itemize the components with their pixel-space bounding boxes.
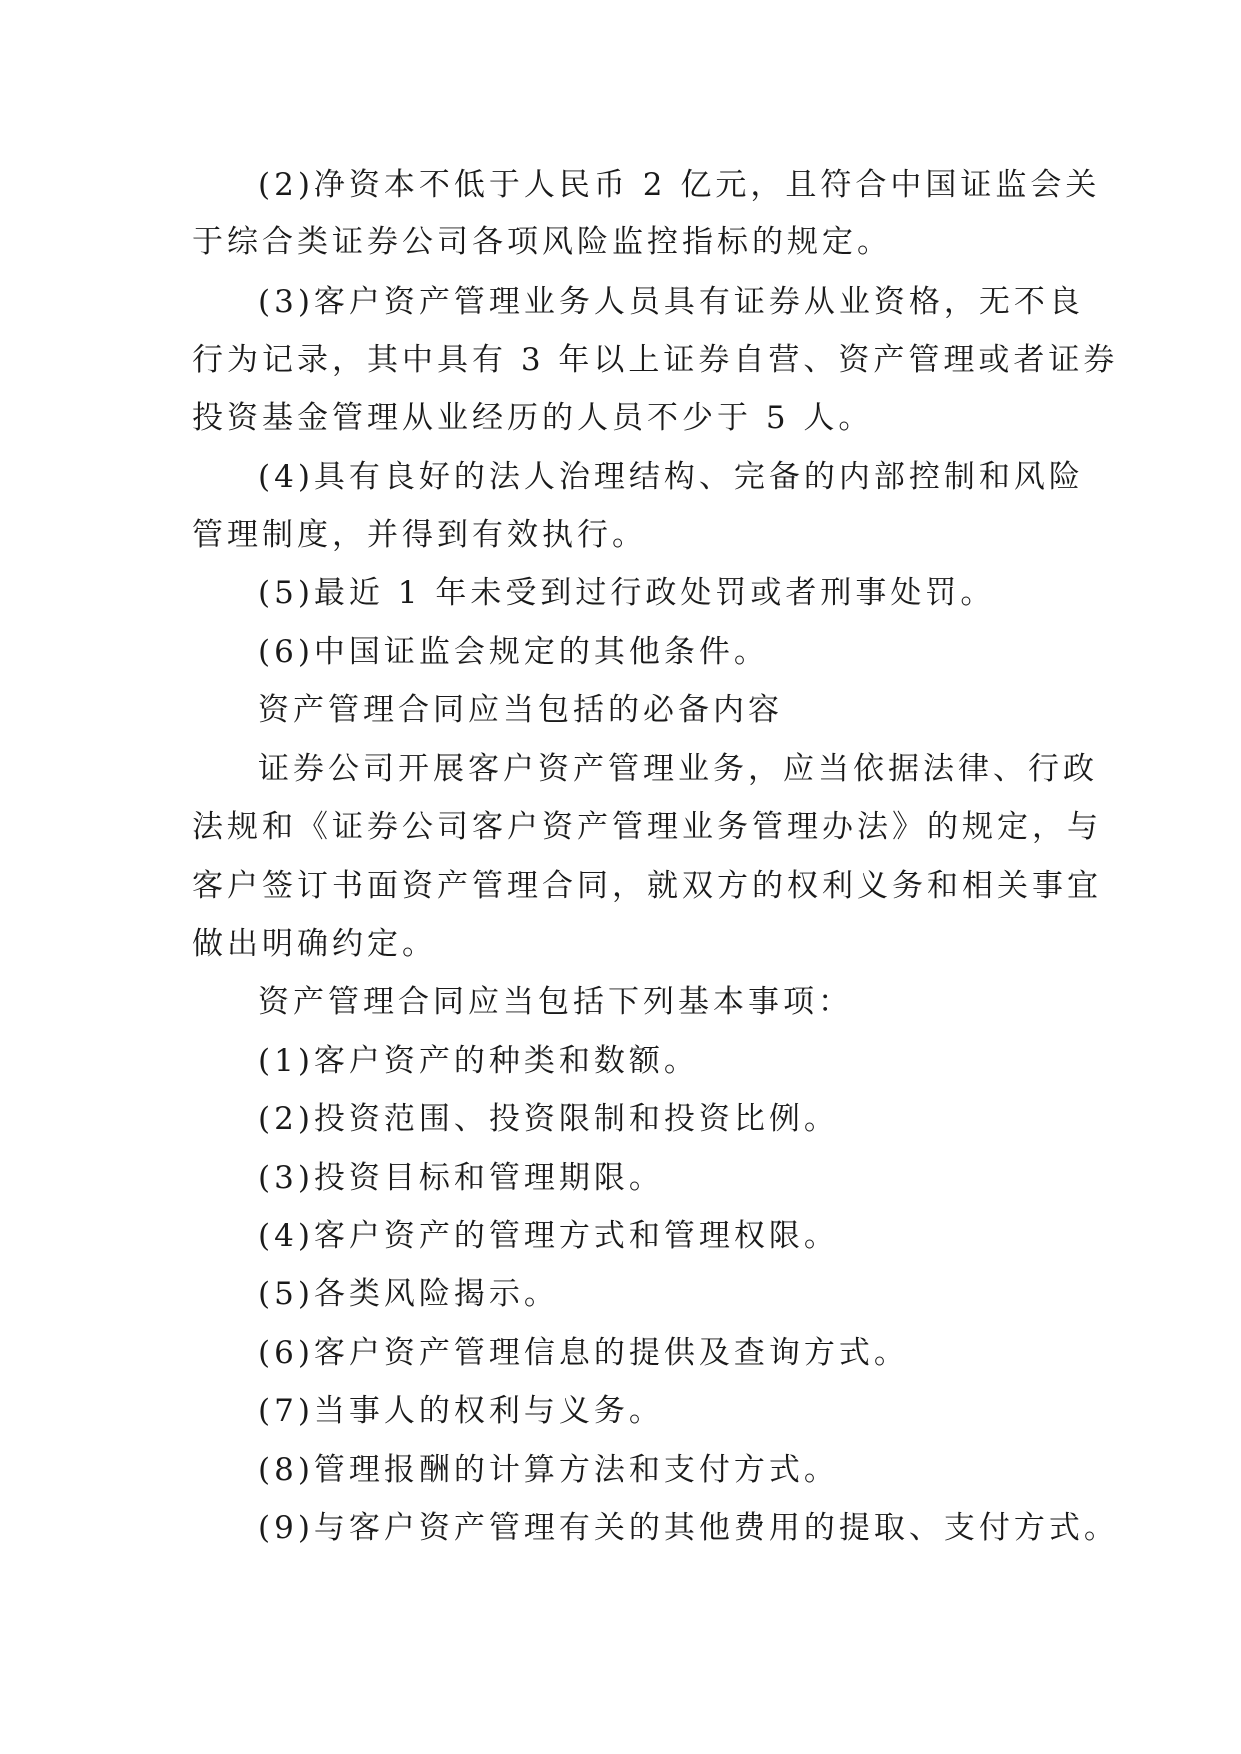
paragraph-line: (6)中国证监会规定的其他条件。: [258, 634, 769, 670]
list-item: (9)与客户资产管理有关的其他费用的提取、支付方式。: [258, 1510, 1119, 1546]
list-item: (8)管理报酬的计算方法和支付方式。: [258, 1452, 839, 1488]
paragraph-line: 行为记录，其中具有 3 年以上证券自营、资产管理或者证券: [192, 342, 1119, 378]
paragraph-line: (5)最近 1 年未受到过行政处罚或者刑事处罚。: [258, 575, 996, 611]
paragraph-line: (3)客户资产管理业务人员具有证券从业资格，无不良: [258, 284, 1084, 320]
paragraph-line: 客户签订书面资产管理合同，就双方的权利义务和相关事宜: [192, 868, 1102, 904]
list-item: (6)客户资产管理信息的提供及查询方式。: [258, 1335, 909, 1371]
paragraph-line: 于综合类证券公司各项风险监控指标的规定。: [192, 224, 892, 260]
paragraph-line: 资产管理合同应当包括下列基本事项：: [258, 984, 853, 1020]
paragraph-line: 证券公司开展客户资产管理业务，应当依据法律、行政: [258, 751, 1098, 787]
list-item: (4)客户资产的管理方式和管理权限。: [258, 1218, 839, 1254]
list-item: (5)各类风险揭示。: [258, 1276, 559, 1312]
paragraph-line: (2)净资本不低于人民币 2 亿元，且符合中国证监会关: [258, 167, 1101, 203]
paragraph-line: 法规和《证券公司客户资产管理业务管理办法》的规定，与: [192, 809, 1102, 845]
section-heading: 资产管理合同应当包括的必备内容: [258, 692, 783, 728]
paragraph-line: 做出明确约定。: [192, 926, 437, 962]
paragraph-line: 投资基金管理从业经历的人员不少于 5 人。: [192, 400, 874, 436]
list-item: (2)投资范围、投资限制和投资比例。: [258, 1101, 839, 1137]
paragraph-line: (4)具有良好的法人治理结构、完备的内部控制和风险: [258, 459, 1084, 495]
paragraph-line: 管理制度，并得到有效执行。: [192, 517, 647, 553]
list-item: (3)投资目标和管理期限。: [258, 1160, 664, 1196]
list-item: (1)客户资产的种类和数额。: [258, 1043, 699, 1079]
list-item: (7)当事人的权利与义务。: [258, 1393, 664, 1429]
